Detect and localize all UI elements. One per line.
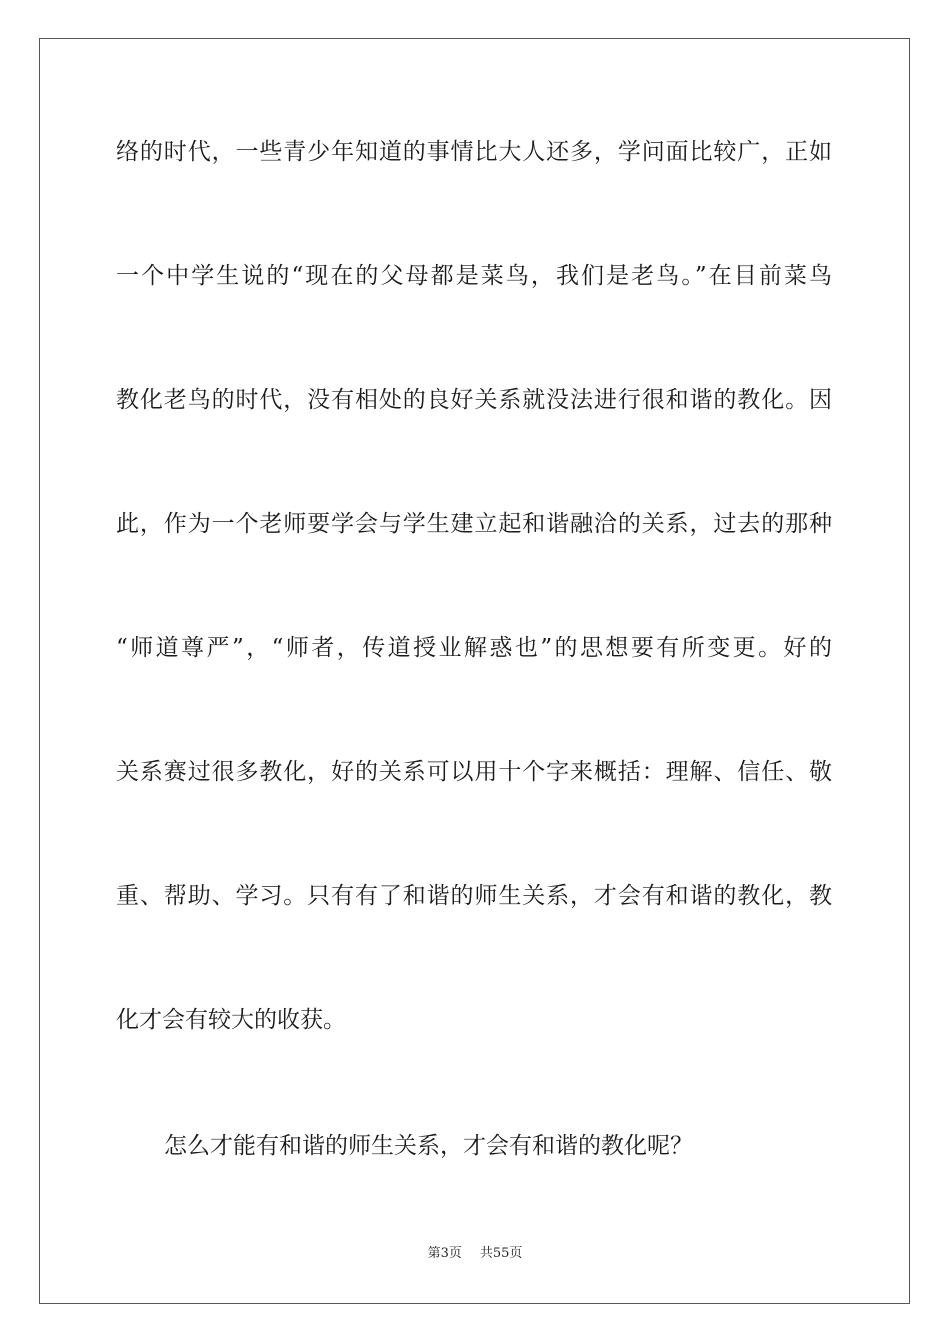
paragraph-line: 教化老鸟的时代，没有相处的良好关系就没法进行很和谐的教化。因 [116, 387, 832, 413]
page-footer [0, 1244, 950, 1264]
page-number: 第3页 [427, 1246, 462, 1261]
paragraph-line: 关系赛过很多教化，好的关系可以用十个字来概括：理解、信任、敬 [116, 759, 832, 785]
page-total: 共55页 [479, 1246, 523, 1261]
paragraph-line: 一个中学生说的“现在的父母都是菜鸟，我们是老鸟。”在目前菜鸟 [116, 263, 832, 289]
page-border [39, 38, 910, 1304]
paragraph-line: 此，作为一个老师要学会与学生建立起和谐融洽的关系，过去的那种 [116, 511, 832, 537]
question-line: 怎么才能有和谐的师生关系，才会有和谐的教化呢？ [164, 1133, 693, 1159]
paragraph-line: 重、帮助、学习。只有有了和谐的师生关系，才会有和谐的教化，教 [116, 883, 832, 909]
paragraph-line: “师道尊严”，“师者，传道授业解惑也”的思想要有所变更。好的 [116, 635, 832, 661]
paragraph-line: 化才会有较大的收获。 [116, 1007, 346, 1033]
paragraph-line: 络的时代，一些青少年知道的事情比大人还多，学问面比较广，正如 [116, 139, 832, 165]
